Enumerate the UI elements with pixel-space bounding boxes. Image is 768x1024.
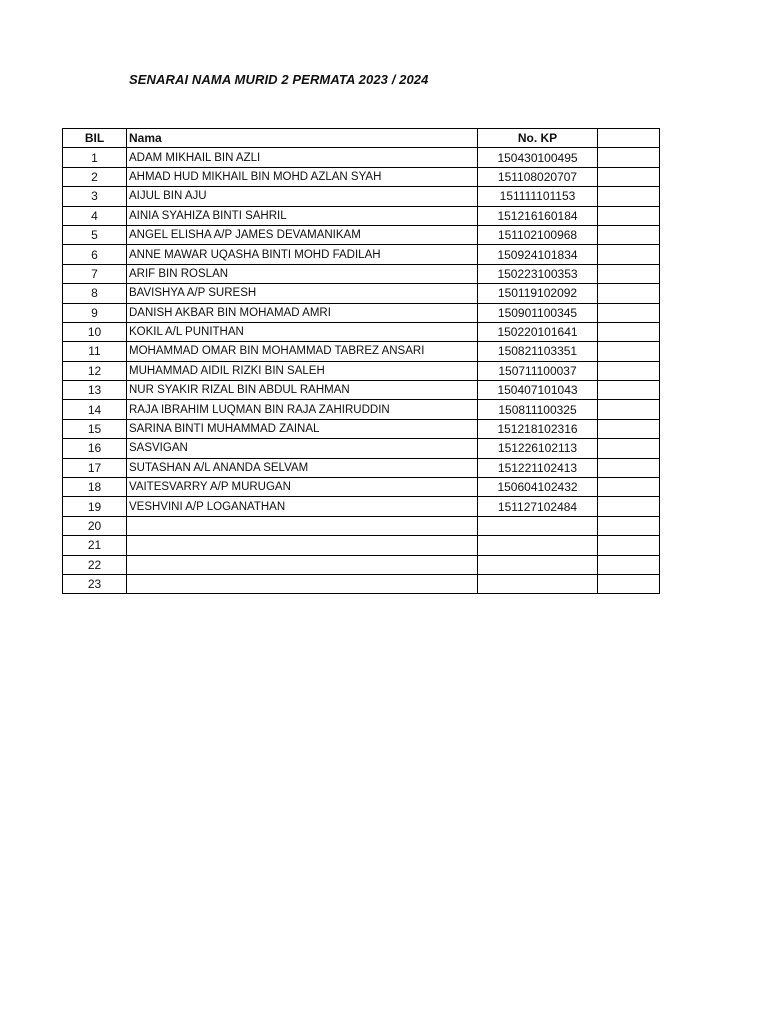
cell-bil: 14 bbox=[63, 400, 127, 419]
table-row bbox=[63, 187, 660, 206]
table-row bbox=[63, 419, 660, 438]
table-row bbox=[63, 245, 660, 264]
cell-extra bbox=[598, 555, 660, 574]
cell-kp: 150604102432 bbox=[478, 478, 598, 497]
table-row bbox=[63, 439, 660, 458]
cell-nama bbox=[127, 516, 478, 535]
table-row bbox=[63, 497, 660, 516]
cell-extra bbox=[598, 245, 660, 264]
cell-nama: ANGEL ELISHA A/P JAMES DEVAMANIKAM bbox=[127, 225, 478, 244]
cell-bil: 1 bbox=[63, 148, 127, 167]
cell-bil: 8 bbox=[63, 284, 127, 303]
cell-nama: ARIF BIN ROSLAN bbox=[127, 264, 478, 283]
cell-extra bbox=[598, 167, 660, 186]
header-kp: No. KP bbox=[478, 129, 598, 148]
cell-kp: 150711100037 bbox=[478, 361, 598, 380]
cell-nama: MUHAMMAD AIDIL RIZKI BIN SALEH bbox=[127, 361, 478, 380]
cell-kp: 151221102413 bbox=[478, 458, 598, 477]
cell-bil: 13 bbox=[63, 381, 127, 400]
table-row bbox=[63, 322, 660, 341]
cell-extra bbox=[598, 284, 660, 303]
cell-extra bbox=[598, 458, 660, 477]
cell-kp: 151127102484 bbox=[478, 497, 598, 516]
cell-extra bbox=[598, 264, 660, 283]
cell-bil: 12 bbox=[63, 361, 127, 380]
cell-bil: 5 bbox=[63, 225, 127, 244]
cell-bil: 9 bbox=[63, 303, 127, 322]
cell-extra bbox=[598, 574, 660, 593]
table-row bbox=[63, 381, 660, 400]
cell-nama: KOKIL A/L PUNITHAN bbox=[127, 322, 478, 341]
cell-extra bbox=[598, 342, 660, 361]
cell-nama: DANISH AKBAR BIN MOHAMAD AMRI bbox=[127, 303, 478, 322]
cell-bil: 23 bbox=[63, 574, 127, 593]
cell-extra bbox=[598, 303, 660, 322]
document-title: SENARAI NAMA MURID 2 PERMATA 2023 / 2024 bbox=[129, 72, 429, 87]
cell-extra bbox=[598, 206, 660, 225]
table-row bbox=[63, 555, 660, 574]
table-header-row bbox=[63, 129, 660, 148]
cell-kp bbox=[478, 516, 598, 535]
table-row bbox=[63, 342, 660, 361]
table-row bbox=[63, 478, 660, 497]
table-row bbox=[63, 225, 660, 244]
cell-extra bbox=[598, 225, 660, 244]
table-row bbox=[63, 400, 660, 419]
cell-extra bbox=[598, 516, 660, 535]
cell-kp bbox=[478, 574, 598, 593]
cell-extra bbox=[598, 381, 660, 400]
cell-kp: 151108020707 bbox=[478, 167, 598, 186]
cell-nama bbox=[127, 536, 478, 555]
cell-bil: 7 bbox=[63, 264, 127, 283]
cell-nama: VESHVINI A/P LOGANATHAN bbox=[127, 497, 478, 516]
cell-extra bbox=[598, 497, 660, 516]
cell-kp: 151216160184 bbox=[478, 206, 598, 225]
cell-kp: 150119102092 bbox=[478, 284, 598, 303]
cell-extra bbox=[598, 536, 660, 555]
table-row bbox=[63, 284, 660, 303]
cell-nama bbox=[127, 574, 478, 593]
cell-nama: AINIA SYAHIZA BINTI SAHRIL bbox=[127, 206, 478, 225]
cell-bil: 18 bbox=[63, 478, 127, 497]
cell-nama: AHMAD HUD MIKHAIL BIN MOHD AZLAN SYAH bbox=[127, 167, 478, 186]
cell-extra bbox=[598, 361, 660, 380]
table-row bbox=[63, 264, 660, 283]
cell-kp: 151111101153 bbox=[478, 187, 598, 206]
cell-bil: 10 bbox=[63, 322, 127, 341]
cell-nama: VAITESVARRY A/P MURUGAN bbox=[127, 478, 478, 497]
cell-nama: SASVIGAN bbox=[127, 439, 478, 458]
cell-extra bbox=[598, 187, 660, 206]
cell-extra bbox=[598, 419, 660, 438]
cell-nama: NUR SYAKIR RIZAL BIN ABDUL RAHMAN bbox=[127, 381, 478, 400]
cell-kp: 150811100325 bbox=[478, 400, 598, 419]
table-row bbox=[63, 361, 660, 380]
cell-kp: 150924101834 bbox=[478, 245, 598, 264]
cell-kp: 151218102316 bbox=[478, 419, 598, 438]
cell-kp: 150901100345 bbox=[478, 303, 598, 322]
cell-kp: 151226102113 bbox=[478, 439, 598, 458]
cell-extra bbox=[598, 400, 660, 419]
table-row bbox=[63, 574, 660, 593]
cell-nama: ADAM MIKHAIL BIN AZLI bbox=[127, 148, 478, 167]
table-row bbox=[63, 167, 660, 186]
cell-bil: 22 bbox=[63, 555, 127, 574]
header-bil: BIL bbox=[63, 129, 127, 148]
header-nama: Nama bbox=[127, 129, 478, 148]
cell-kp bbox=[478, 555, 598, 574]
cell-kp: 150220101641 bbox=[478, 322, 598, 341]
cell-kp: 150821103351 bbox=[478, 342, 598, 361]
cell-nama: BAVISHYA A/P SURESH bbox=[127, 284, 478, 303]
table-row bbox=[63, 206, 660, 225]
cell-extra bbox=[598, 478, 660, 497]
cell-nama: RAJA IBRAHIM LUQMAN BIN RAJA ZAHIRUDDIN bbox=[127, 400, 478, 419]
cell-extra bbox=[598, 439, 660, 458]
cell-nama: SUTASHAN A/L ANANDA SELVAM bbox=[127, 458, 478, 477]
cell-nama: MOHAMMAD OMAR BIN MOHAMMAD TABREZ ANSARI bbox=[127, 342, 478, 361]
student-table bbox=[62, 128, 660, 594]
cell-kp: 150430100495 bbox=[478, 148, 598, 167]
cell-extra bbox=[598, 148, 660, 167]
cell-bil: 20 bbox=[63, 516, 127, 535]
cell-nama: ANNE MAWAR UQASHA BINTI MOHD FADILAH bbox=[127, 245, 478, 264]
cell-kp bbox=[478, 536, 598, 555]
table-row bbox=[63, 536, 660, 555]
cell-bil: 11 bbox=[63, 342, 127, 361]
table-body bbox=[63, 148, 660, 594]
header-extra bbox=[598, 129, 660, 148]
cell-kp: 150407101043 bbox=[478, 381, 598, 400]
cell-bil: 2 bbox=[63, 167, 127, 186]
cell-kp: 150223100353 bbox=[478, 264, 598, 283]
cell-kp: 151102100968 bbox=[478, 225, 598, 244]
cell-bil: 3 bbox=[63, 187, 127, 206]
cell-bil: 6 bbox=[63, 245, 127, 264]
cell-bil: 15 bbox=[63, 419, 127, 438]
cell-nama: AIJUL BIN AJU bbox=[127, 187, 478, 206]
cell-bil: 17 bbox=[63, 458, 127, 477]
cell-extra bbox=[598, 322, 660, 341]
cell-bil: 21 bbox=[63, 536, 127, 555]
table-row bbox=[63, 303, 660, 322]
cell-bil: 19 bbox=[63, 497, 127, 516]
cell-nama: SARINA BINTI MUHAMMAD ZAINAL bbox=[127, 419, 478, 438]
cell-nama bbox=[127, 555, 478, 574]
table-row bbox=[63, 148, 660, 167]
cell-bil: 4 bbox=[63, 206, 127, 225]
cell-bil: 16 bbox=[63, 439, 127, 458]
table-row bbox=[63, 458, 660, 477]
table-row bbox=[63, 516, 660, 535]
